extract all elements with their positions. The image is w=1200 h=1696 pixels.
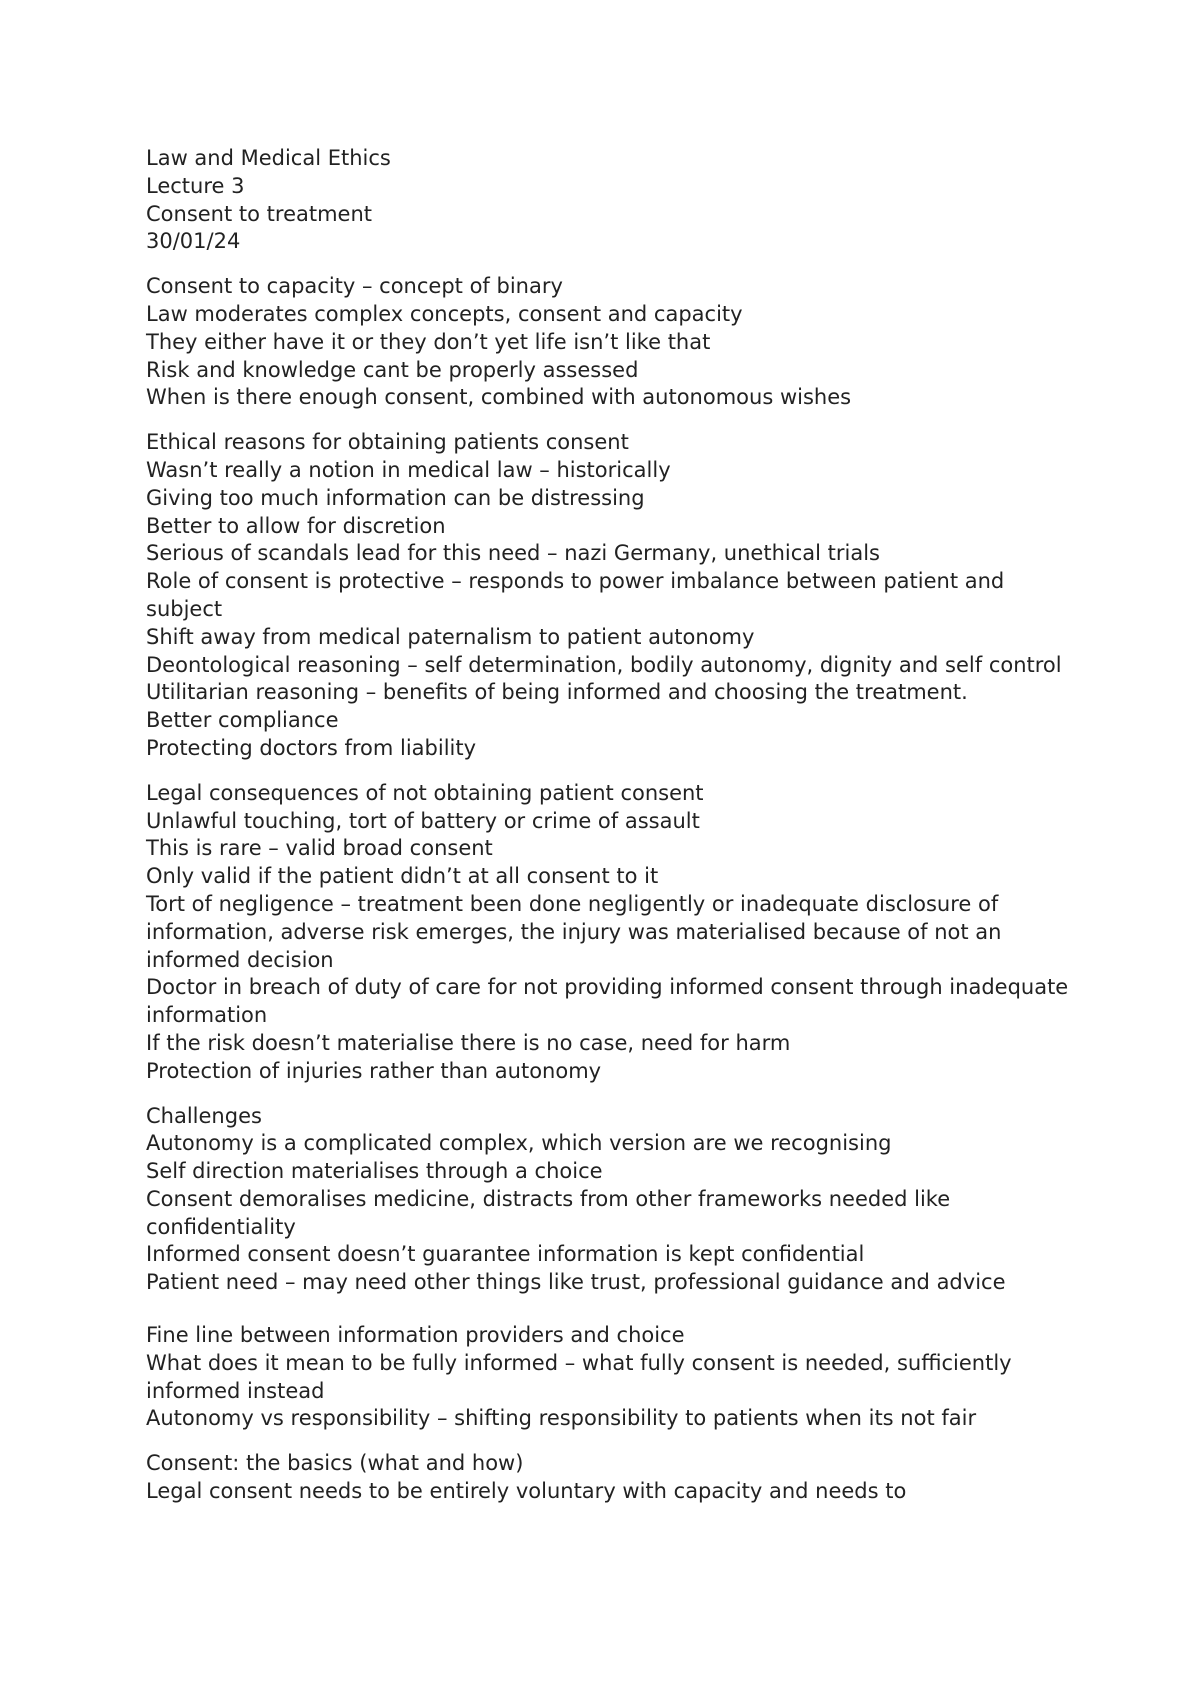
text-line: Giving too much information can be distressing bbox=[146, 485, 645, 510]
text-line: What does it mean to be fully informed – what fully consent is needed, sufficiently informed instead bbox=[146, 1350, 1012, 1403]
paragraph-legal-consequences bbox=[146, 780, 1076, 1086]
text-line: Unlawful touching, tort of battery or crime of assault bbox=[146, 808, 700, 833]
text-line: Role of consent is protective – responds to power imbalance between patient and subject bbox=[146, 569, 1005, 621]
text-line: Legal consequences of not obtaining patient consent bbox=[146, 780, 704, 805]
text-line: Ethical reasons for obtaining patients consent bbox=[146, 430, 629, 455]
text-line: Legal consent needs to be entirely voluntary with capacity and needs to bbox=[146, 1479, 907, 1504]
text-line: Shift away from medical paternalism to patient autonomy bbox=[146, 624, 755, 649]
text-line: Doctor in breach of duty of care for not providing informed consent through inadequate information bbox=[146, 975, 1069, 1028]
text-line: Challenges bbox=[146, 1103, 262, 1128]
document-body bbox=[146, 145, 1076, 1523]
text-line: Better to allow for discretion bbox=[146, 513, 446, 538]
text-line: Only valid if the patient didn’t at all consent to it bbox=[146, 864, 659, 889]
text-line: Consent demoralises medicine, distracts from other frameworks needed like confidentiality bbox=[146, 1186, 951, 1239]
text-line: Law moderates complex concepts, consent and capacity bbox=[146, 301, 743, 326]
text-line: Consent: the basics (what and how) bbox=[146, 1451, 524, 1476]
text-line: If the risk doesn’t materialise there is no case, need for harm bbox=[146, 1030, 791, 1055]
paragraph-consent-capacity bbox=[146, 273, 1076, 412]
text-line: Patient need – may need other things like trust, professional guidance and advice bbox=[146, 1270, 1006, 1295]
text-line: This is rare – valid broad consent bbox=[146, 836, 493, 861]
text-line: Deontological reasoning – self determination, bodily autonomy, dignity and self control bbox=[146, 652, 1062, 677]
paragraph-ethical-reasons bbox=[146, 429, 1076, 763]
text-line: Risk and knowledge cant be properly assessed bbox=[146, 357, 639, 382]
text-line: They either have it or they don’t yet life isn’t like that bbox=[146, 329, 711, 354]
paragraph-heading bbox=[146, 145, 1076, 256]
paragraph-information-choice bbox=[146, 1322, 1076, 1433]
lecture-number: Lecture 3 bbox=[146, 173, 245, 198]
text-line: Tort of negligence – treatment been done negligently or inadequate disclosure of information, adverse risk emerges, the injury was materialised because of not an informed decision bbox=[146, 891, 1002, 972]
lecture-date: 30/01/24 bbox=[146, 229, 241, 254]
text-line: Autonomy is a complicated complex, which version are we recognising bbox=[146, 1131, 892, 1156]
paragraph-challenges bbox=[146, 1103, 1076, 1298]
lecture-topic: Consent to treatment bbox=[146, 201, 373, 226]
text-line: Protecting doctors from liability bbox=[146, 735, 477, 760]
document-title: Law and Medical Ethics bbox=[146, 146, 391, 170]
text-line: Wasn’t really a notion in medical law – historically bbox=[146, 457, 671, 482]
text-line: Serious of scandals lead for this need – nazi Germany, unethical trials bbox=[146, 541, 880, 566]
text-line: Self direction materialises through a choice bbox=[146, 1159, 603, 1184]
text-line: When is there enough consent, combined with autonomous wishes bbox=[146, 385, 852, 410]
text-line: Informed consent doesn’t guarantee information is kept confidential bbox=[146, 1242, 865, 1267]
text-line: Autonomy vs responsibility – shifting responsibility to patients when its not fair bbox=[146, 1406, 977, 1431]
text-line: Utilitarian reasoning – benefits of being informed and choosing the treatment. bbox=[146, 680, 968, 705]
text-line: Consent to capacity – concept of binary bbox=[146, 274, 563, 299]
text-line: Protection of injuries rather than autonomy bbox=[146, 1058, 602, 1083]
paragraph-consent-basics bbox=[146, 1450, 1076, 1506]
text-line: Better compliance bbox=[146, 708, 339, 733]
text-line: Fine line between information providers and choice bbox=[146, 1323, 685, 1348]
